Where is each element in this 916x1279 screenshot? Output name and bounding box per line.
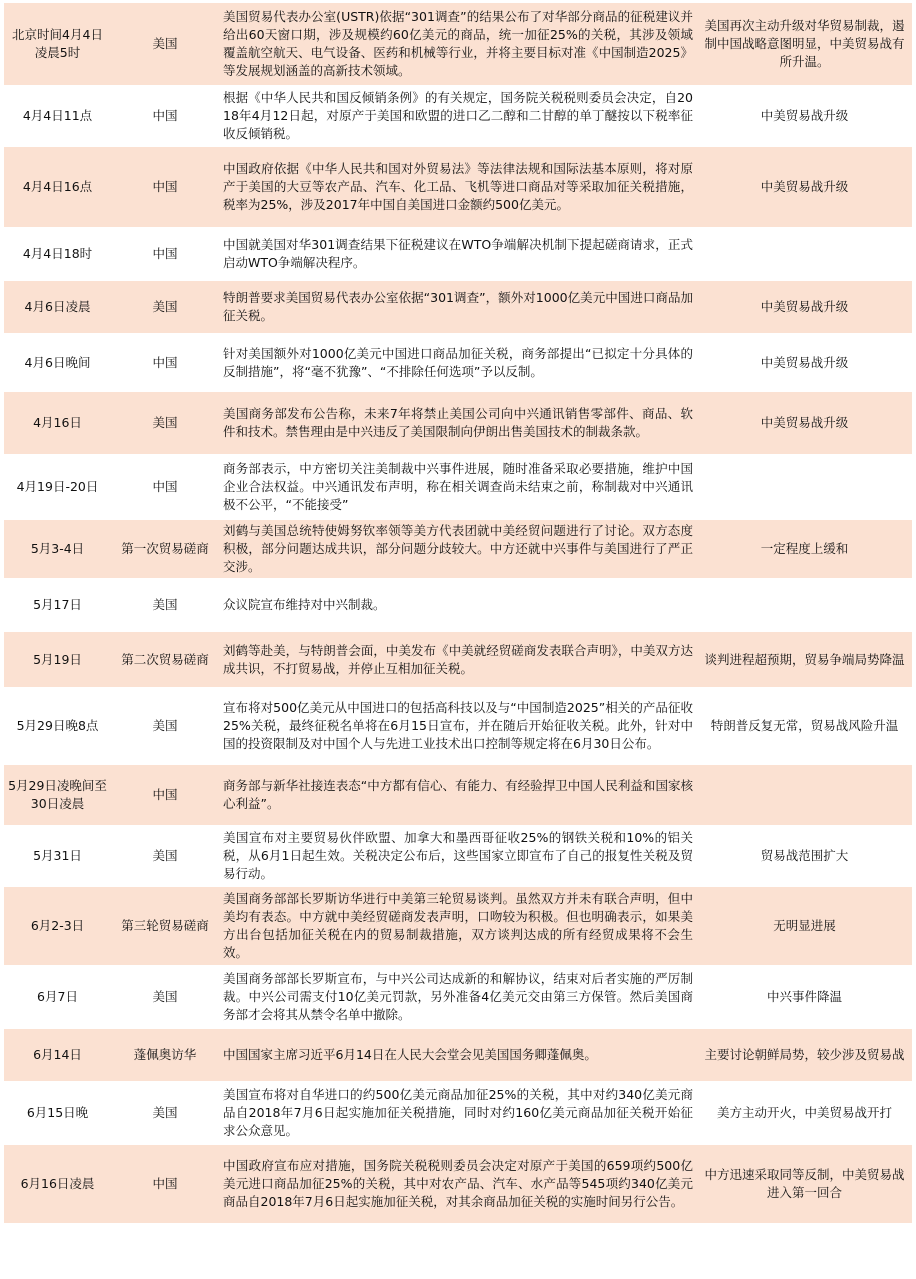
row-actor: 美国	[111, 1083, 219, 1143]
row-actor: 美国	[111, 3, 219, 85]
row-impact: 中美贸易战升级	[697, 335, 912, 390]
row-impact: 贸易战范围扩大	[697, 827, 912, 885]
row-impact: 中方迅速采取同等反制，中美贸易战进入第一回合	[697, 1145, 912, 1223]
row-event: 刘鹤等赴美，与特朗普会面，中美发布《中美就经贸磋商发表联合声明》，中美双方达成共识，不打贸易战，并停止互相加征关税。	[219, 632, 697, 687]
row-impact: 谈判进程超预期，贸易争端局势降温	[697, 632, 912, 687]
table-row	[4, 281, 912, 333]
row-actor: 中国	[111, 335, 219, 390]
row-time: 6月2-3日	[4, 887, 111, 965]
row-actor: 美国	[111, 967, 219, 1027]
row-time: 北京时间4月4日凌晨5时	[4, 3, 111, 85]
row-time: 5月31日	[4, 827, 111, 885]
row-time: 4月4日16点	[4, 147, 111, 227]
row-time: 6月16日凌晨	[4, 1145, 111, 1223]
row-actor: 中国	[111, 147, 219, 227]
row-impact: 主要讨论朝鲜局势，较少涉及贸易战	[697, 1029, 912, 1081]
row-actor: 中国	[111, 1145, 219, 1223]
row-event: 商务部与新华社接连表态“中方都有信心、有能力、有经验捍卫中国人民利益和国家核心利益”。	[219, 765, 697, 825]
row-impact: 中美贸易战升级	[697, 392, 912, 454]
table-row	[4, 967, 912, 1027]
row-event: 中国国家主席习近平6月14日在人民大会堂会见美国国务卿蓬佩奥。	[219, 1029, 697, 1081]
row-actor: 第二次贸易磋商	[111, 632, 219, 687]
row-time: 5月29日凌晚间至30日凌晨	[4, 765, 111, 825]
row-event: 美国宣布将对自华进口的约500亿美元商品加征25%的关税，其中对约340亿美元商品自2018年7月6日起实施加征关税措施，同时对约160亿美元商品加征关税开始征求公众意见。	[219, 1083, 697, 1143]
row-event: 美国贸易代表办公室(USTR)依据“301调查”的结果公布了对华部分商品的征税建议并给出60天窗口期，涉及规模约60亿美元的商品，统一加征25%的关税，其涉及领域覆盖航空航天、电气设备、医药和机械等行业，并将主要目标对准《中国制造2025》等发展规划涵盖的高新技术领域。	[219, 3, 697, 85]
row-actor: 美国	[111, 580, 219, 630]
row-event: 美国商务部部长罗斯宣布，与中兴公司达成新的和解协议，结束对后者实施的严厉制裁。中兴公司需支付10亿美元罚款，另外准备4亿美元交由第三方保管。然后美国商务部才会将其从禁令名单中撤除。	[219, 967, 697, 1027]
row-time: 5月17日	[4, 580, 111, 630]
table-row	[4, 827, 912, 885]
row-time: 4月16日	[4, 392, 111, 454]
row-event: 众议院宣布维持对中兴制裁。	[219, 580, 697, 630]
row-event: 中国就美国对华301调查结果下征税建议在WTO争端解决机制下提起磋商请求，正式启动WTO争端解决程序。	[219, 229, 697, 279]
table-row	[4, 147, 912, 227]
row-impact: 特朗普反复无常，贸易战风险升温	[697, 689, 912, 763]
table-row	[4, 1083, 912, 1143]
row-event: 根据《中华人民共和国反倾销条例》的有关规定，国务院关税税则委员会决定，自2018年4月12日起，对原产于美国和欧盟的进口乙二醇和二甘醇的单丁醚按以下税率征收反倾销税。	[219, 87, 697, 145]
table-row	[4, 1145, 912, 1223]
row-time: 4月19日-20日	[4, 456, 111, 518]
row-time: 6月15日晚	[4, 1083, 111, 1143]
row-time: 6月7日	[4, 967, 111, 1027]
trade-timeline-table	[4, 1, 912, 1225]
row-time: 5月3-4日	[4, 520, 111, 578]
row-event: 美国商务部发布公告称，未来7年将禁止美国公司向中兴通讯销售零部件、商品、软件和技术。禁售理由是中兴违反了美国限制向伊朗出售美国技术的制裁条款。	[219, 392, 697, 454]
row-impact	[697, 580, 912, 630]
row-impact	[697, 229, 912, 279]
row-time: 4月6日晚间	[4, 335, 111, 390]
row-event: 针对美国额外对1000亿美元中国进口商品加征关税，商务部提出“已拟定十分具体的反制措施”，将“毫不犹豫”、“不排除任何选项”予以反制。	[219, 335, 697, 390]
row-event: 刘鹤与美国总统特使姆努钦率领等美方代表团就中美经贸问题进行了讨论。双方态度积极，部分问题达成共识，部分问题分歧较大。中方还就中兴事件与美国进行了严正交涉。	[219, 520, 697, 578]
table-row	[4, 887, 912, 965]
row-actor: 美国	[111, 827, 219, 885]
row-impact: 一定程度上缓和	[697, 520, 912, 578]
row-time: 5月19日	[4, 632, 111, 687]
row-event: 美国宣布对主要贸易伙伴欧盟、加拿大和墨西哥征收25%的钢铁关税和10%的铝关税，从6月1日起生效。关税决定公布后，这些国家立即宣布了自己的报复性关税及贸易行动。	[219, 827, 697, 885]
table-row	[4, 765, 912, 825]
row-impact: 中美贸易战升级	[697, 281, 912, 333]
row-actor: 第三轮贸易磋商	[111, 887, 219, 965]
table-row	[4, 580, 912, 630]
row-event: 中国政府依据《中华人民共和国对外贸易法》等法律法规和国际法基本原则，将对原产于美国的大豆等农产品、汽车、化工品、飞机等进口商品对等采取加征关税措施，税率为25%，涉及2017年中国自美国进口金额约500亿美元。	[219, 147, 697, 227]
row-actor: 中国	[111, 456, 219, 518]
row-impact: 中美贸易战升级	[697, 87, 912, 145]
table-row	[4, 689, 912, 763]
row-actor: 美国	[111, 689, 219, 763]
row-event: 商务部表示，中方密切关注美制裁中兴事件进展，随时准备采取必要措施，维护中国企业合法权益。中兴通讯发布声明，称在相关调查尚未结束之前，称制裁对中兴通讯极不公平，“不能接受”	[219, 456, 697, 518]
row-actor: 美国	[111, 281, 219, 333]
row-actor: 第一次贸易磋商	[111, 520, 219, 578]
table-row	[4, 632, 912, 687]
row-impact: 中兴事件降温	[697, 967, 912, 1027]
row-impact	[697, 456, 912, 518]
row-impact	[697, 765, 912, 825]
row-event: 中国政府宣布应对措施，国务院关税税则委员会决定对原产于美国的659项约500亿美元进口商品加征25%的关税，其中对农产品、汽车、水产品等545项约340亿美元商品自2018年7月6日起实施加征关税，对其余商品加征关税的实施时间另行公告。	[219, 1145, 697, 1223]
table-row	[4, 87, 912, 145]
row-event: 宣布将对500亿美元从中国进口的包括高科技以及与“中国制造2025”相关的产品征收25%关税，最终征税名单将在6月15日宣布，并在随后开始征收关税。此外，针对中国的投资限制及对中国个人与先进工业技术出口控制等规定将在6月30日公布。	[219, 689, 697, 763]
row-impact: 无明显进展	[697, 887, 912, 965]
row-actor: 中国	[111, 229, 219, 279]
table-row	[4, 456, 912, 518]
row-event: 美国商务部部长罗斯访华进行中美第三轮贸易谈判。虽然双方并未有联合声明，但中美均有表态。中方就中美经贸磋商发表声明，口吻较为积极。但也明确表示，如果美方出台包括加征关税在内的贸易制裁措施，双方谈判达成的所有经贸成果将不会生效。	[219, 887, 697, 965]
row-event: 特朗普要求美国贸易代表办公室依据“301调查”，额外对1000亿美元中国进口商品加征关税。	[219, 281, 697, 333]
row-time: 6月14日	[4, 1029, 111, 1081]
row-actor: 蓬佩奥访华	[111, 1029, 219, 1081]
row-time: 4月4日18时	[4, 229, 111, 279]
table-row	[4, 335, 912, 390]
table-row	[4, 1029, 912, 1081]
table-row	[4, 392, 912, 454]
row-actor: 中国	[111, 765, 219, 825]
row-impact: 中美贸易战升级	[697, 147, 912, 227]
row-time: 5月29日晚8点	[4, 689, 111, 763]
row-actor: 美国	[111, 392, 219, 454]
table-row	[4, 520, 912, 578]
row-time: 4月6日凌晨	[4, 281, 111, 333]
row-impact: 美国再次主动升级对华贸易制裁，遏制中国战略意图明显，中美贸易战有所升温。	[697, 3, 912, 85]
row-time: 4月4日11点	[4, 87, 111, 145]
table-row	[4, 229, 912, 279]
row-actor: 中国	[111, 87, 219, 145]
row-impact: 美方主动开火，中美贸易战开打	[697, 1083, 912, 1143]
table-row	[4, 3, 912, 85]
